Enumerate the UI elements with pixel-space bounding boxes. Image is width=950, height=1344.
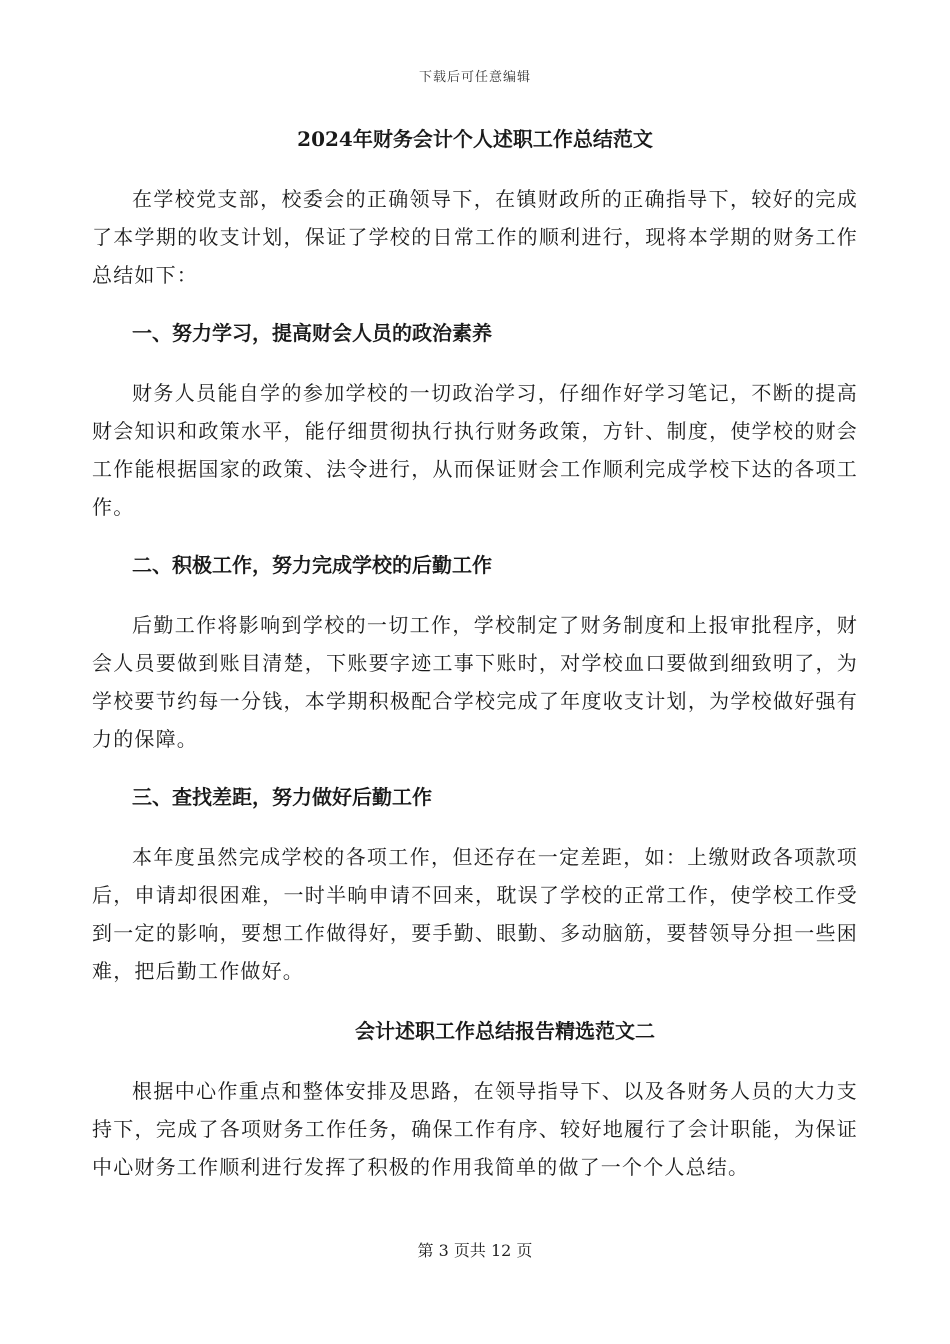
second-article-title: 会计述职工作总结报告精选范文二	[355, 1019, 655, 1043]
section-body-1: 财务人员能自学的参加学校的一切政治学习，仔细作好学习笔记，不断的提高财会知识和政策水平，能仔细贯彻执行执行财务政策，方针、制度，使学校的财会工作能根据国家的政策、法令进行，从而保证财会工作顺利完成学校下达的各项工作。	[92, 381, 858, 519]
section-heading-2: 二、积极工作，努力完成学校的后勤工作	[132, 553, 492, 577]
section-heading-3: 三、查找差距，努力做好后勤工作	[132, 785, 432, 809]
section-body-3: 本年度虽然完成学校的各项工作，但还存在一定差距，如：上缴财政各项款项后，申请却很困难，一时半晌申请不回来，耽误了学校的正常工作，使学校工作受到一定的影响，要想工作做得好，要手勤、眼勤、多动脑筋，要替领导分担一些困难，把后勤工作做好。	[92, 845, 858, 983]
page-number: 第 3 页共 12 页	[417, 1241, 533, 1260]
document-title: 2024年财务会计个人述职工作总结范文	[297, 127, 653, 151]
document-body	[92, 120, 858, 1186]
section-heading-1: 一、努力学习，提高财会人员的政治素养	[132, 321, 492, 345]
intro-paragraph: 在学校党支部，校委会的正确领导下，在镇财政所的正确指导下，较好的完成了本学期的收支计划，保证了学校的日常工作的顺利进行，现将本学期的财务工作总结如下：	[92, 187, 858, 287]
header-note: 下载后可任意编辑	[418, 70, 531, 85]
section-body-2: 后勤工作将影响到学校的一切工作，学校制定了财务制度和上报审批程序，财会人员要做到账目清楚，下账要字迹工事下账时，对学校血口要做到细致明了，为学校要节约每一分钱，本学期积极配合学校完成了年度收支计划，为学校做好强有力的保障。	[92, 613, 858, 751]
second-article-paragraph: 根据中心作重点和整体安排及思路，在领导指导下、以及各财务人员的大力支持下，完成了各项财务工作任务，确保工作有序、较好地履行了会计职能，为保证中心财务工作顺利进行发挥了积极的作用我简单的做了一个个人总结。	[92, 1079, 858, 1179]
